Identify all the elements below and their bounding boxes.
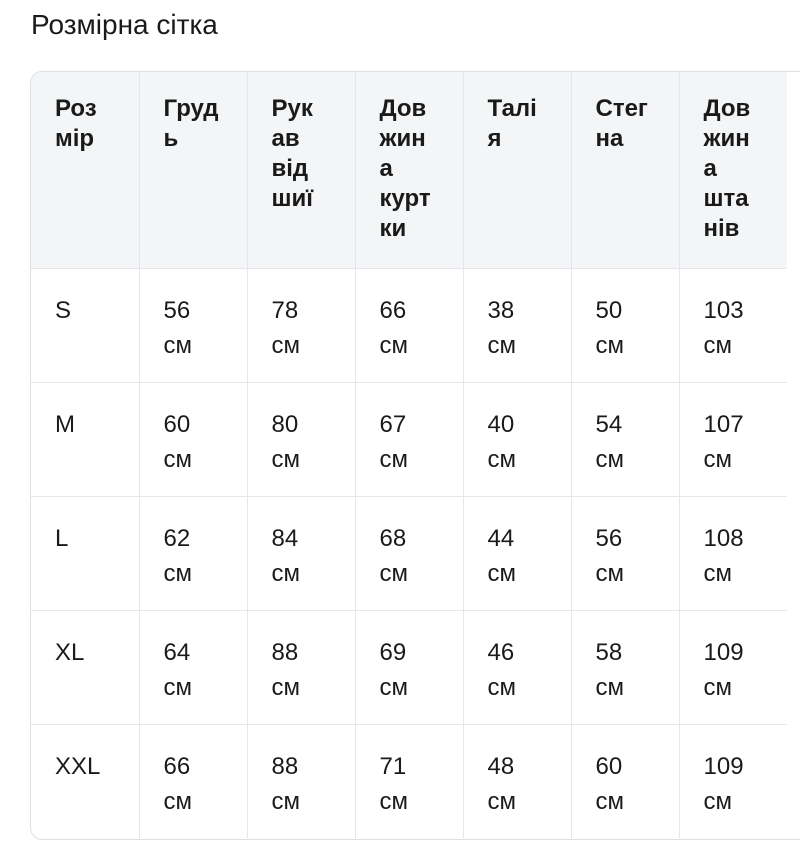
- measurement-unit: см: [703, 559, 732, 587]
- header-chest-line: ь: [163, 125, 179, 152]
- size-cell: L: [31, 496, 139, 610]
- measurement-value: 71: [379, 752, 407, 780]
- measurement-cell: [463, 610, 571, 724]
- measurement-unit: см: [595, 787, 624, 815]
- header-hips-line: Стег: [595, 95, 648, 122]
- measurement-unit: см: [271, 559, 300, 587]
- measurement-value: 50: [595, 296, 623, 324]
- measurement-value: 66: [379, 296, 407, 324]
- header-size: [31, 72, 139, 268]
- measurement-unit: см: [487, 559, 516, 587]
- measurement-cell: [247, 268, 355, 382]
- header-size-line: Роз: [55, 95, 97, 122]
- size-cell: XL: [31, 610, 139, 724]
- measurement-cell: [355, 610, 463, 724]
- measurement-cell: [679, 724, 787, 838]
- measurement-value: 56: [163, 296, 191, 324]
- measurement-value: 60: [595, 752, 623, 780]
- header-waist-line: я: [487, 125, 502, 152]
- measurement-value: 44: [487, 524, 515, 552]
- measurement-cell: [247, 610, 355, 724]
- measurement-cell: [355, 496, 463, 610]
- measurement-value: 54: [595, 410, 623, 438]
- measurement-cell: [139, 610, 247, 724]
- header-jacket-length-line: а: [379, 155, 393, 182]
- measurement-unit: см: [487, 787, 516, 815]
- measurement-unit: см: [595, 331, 624, 359]
- header-pants-length-line: нів: [703, 215, 740, 242]
- measurement-cell: [139, 724, 247, 838]
- measurement-value: 67: [379, 410, 407, 438]
- measurement-cell: [463, 724, 571, 838]
- header-chest-line: Груд: [163, 95, 219, 122]
- measurement-cell: [355, 724, 463, 838]
- measurement-unit: см: [379, 787, 408, 815]
- measurement-value: 109: [703, 752, 744, 780]
- measurement-cell: [571, 724, 679, 838]
- measurement-value: 80: [271, 410, 299, 438]
- measurement-cell: [463, 382, 571, 496]
- size-cell: M: [31, 382, 139, 496]
- measurement-cell: [679, 268, 787, 382]
- measurement-unit: см: [271, 331, 300, 359]
- measurement-value: 58: [595, 638, 623, 666]
- measurement-value: 46: [487, 638, 515, 666]
- measurement-cell: [571, 496, 679, 610]
- table-row: [31, 268, 787, 382]
- measurement-value: 103: [703, 296, 744, 324]
- measurement-value: 88: [271, 752, 299, 780]
- measurement-value: 56: [595, 524, 623, 552]
- measurement-unit: см: [379, 559, 408, 587]
- measurement-unit: см: [595, 673, 624, 701]
- measurement-unit: см: [163, 331, 192, 359]
- measurement-unit: см: [163, 445, 192, 473]
- measurement-unit: см: [703, 787, 732, 815]
- measurement-cell: [679, 496, 787, 610]
- measurement-unit: см: [703, 673, 732, 701]
- measurement-cell: [139, 382, 247, 496]
- measurement-unit: см: [487, 445, 516, 473]
- measurement-cell: [571, 610, 679, 724]
- measurement-value: 40: [487, 410, 515, 438]
- header-jacket-length-line: Дов: [379, 95, 427, 122]
- table-row: [31, 382, 787, 496]
- table-header-row: [31, 72, 787, 268]
- header-size-line: мір: [55, 125, 95, 152]
- size-cell: S: [31, 268, 139, 382]
- measurement-value: 48: [487, 752, 515, 780]
- measurement-cell: [463, 496, 571, 610]
- header-jacket-length-line: курт: [379, 185, 431, 212]
- header-pants-length-line: шта: [703, 185, 749, 212]
- table-body: [31, 268, 787, 838]
- measurement-unit: см: [163, 673, 192, 701]
- measurement-cell: [355, 268, 463, 382]
- measurement-unit: см: [271, 787, 300, 815]
- measurement-unit: см: [487, 331, 516, 359]
- header-sleeve-line: Рук: [271, 95, 313, 122]
- measurement-unit: см: [703, 331, 732, 359]
- measurement-cell: [139, 268, 247, 382]
- table-row: [31, 496, 787, 610]
- header-waist: [463, 72, 571, 268]
- header-chest: [139, 72, 247, 268]
- header-jacket-length: [355, 72, 463, 268]
- size-table-container[interactable]: [30, 71, 800, 840]
- size-cell: XXL: [31, 724, 139, 838]
- size-table: [31, 72, 787, 838]
- measurement-cell: [679, 610, 787, 724]
- table-row: [31, 724, 787, 838]
- header-jacket-length-line: ки: [379, 215, 407, 242]
- measurement-unit: см: [163, 559, 192, 587]
- header-pants-length: [679, 72, 787, 268]
- measurement-unit: см: [703, 445, 732, 473]
- header-jacket-length-line: жин: [379, 125, 426, 152]
- measurement-unit: см: [595, 559, 624, 587]
- measurement-cell: [679, 382, 787, 496]
- measurement-value: 109: [703, 638, 744, 666]
- measurement-value: 88: [271, 638, 299, 666]
- measurement-unit: см: [271, 673, 300, 701]
- header-sleeve-line: від: [271, 155, 309, 182]
- measurement-unit: см: [379, 673, 408, 701]
- measurement-unit: см: [271, 445, 300, 473]
- header-pants-length-line: Дов: [703, 95, 751, 122]
- header-pants-length-line: жин: [703, 125, 750, 152]
- measurement-cell: [463, 268, 571, 382]
- header-pants-length-line: а: [703, 155, 717, 182]
- measurement-value: 84: [271, 524, 299, 552]
- measurement-cell: [571, 268, 679, 382]
- header-sleeve: [247, 72, 355, 268]
- measurement-unit: см: [487, 673, 516, 701]
- measurement-value: 60: [163, 410, 191, 438]
- measurement-value: 108: [703, 524, 744, 552]
- measurement-unit: см: [379, 445, 408, 473]
- measurement-value: 107: [703, 410, 744, 438]
- measurement-cell: [247, 382, 355, 496]
- measurement-unit: см: [379, 331, 408, 359]
- measurement-cell: [139, 496, 247, 610]
- measurement-value: 64: [163, 638, 191, 666]
- measurement-value: 62: [163, 524, 191, 552]
- header-sleeve-line: ав: [271, 125, 300, 152]
- measurement-value: 78: [271, 296, 299, 324]
- measurement-value: 69: [379, 638, 407, 666]
- measurement-cell: [355, 382, 463, 496]
- measurement-value: 38: [487, 296, 515, 324]
- measurement-cell: [247, 496, 355, 610]
- measurement-cell: [247, 724, 355, 838]
- measurement-value: 66: [163, 752, 191, 780]
- measurement-value: 68: [379, 524, 407, 552]
- measurement-cell: [571, 382, 679, 496]
- header-sleeve-line: шиї: [271, 185, 314, 212]
- table-row: [31, 610, 787, 724]
- page-title: Розмірна сітка: [31, 9, 218, 40]
- header-hips: [571, 72, 679, 268]
- measurement-unit: см: [163, 787, 192, 815]
- header-waist-line: Талі: [487, 95, 537, 122]
- header-hips-line: на: [595, 125, 624, 152]
- measurement-unit: см: [595, 445, 624, 473]
